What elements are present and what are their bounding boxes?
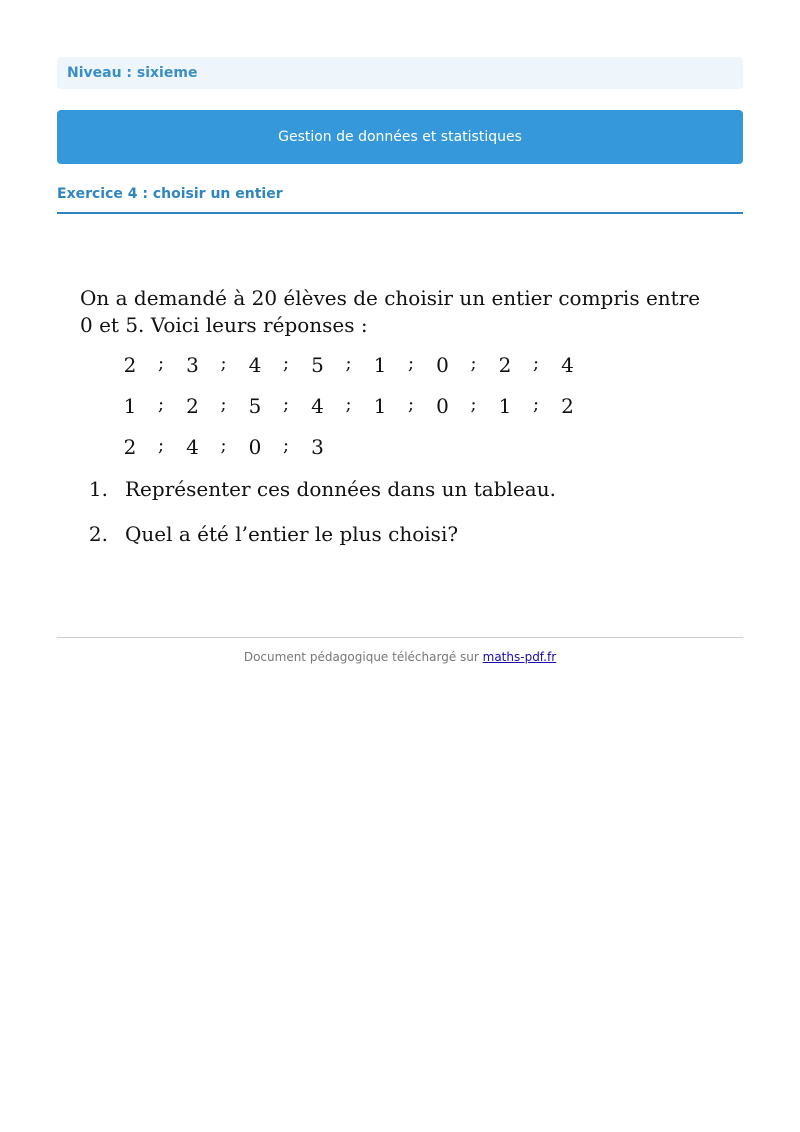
answer-value: 5 [248, 394, 262, 418]
answer-value: 1 [498, 394, 512, 418]
answer-separator: ; [470, 394, 477, 415]
answer-separator: ; [157, 435, 165, 456]
answer-separator: ; [345, 394, 352, 415]
questions-list [80, 477, 720, 567]
question-2 [80, 522, 720, 567]
answer-separator: ; [220, 435, 227, 456]
answer-separator: ; [220, 394, 227, 415]
answer-separator: ; [157, 353, 165, 374]
answer-separator: ; [157, 394, 165, 415]
level-label: Niveau : sixieme [67, 65, 198, 81]
answer-value: 2 [123, 353, 137, 377]
question-number: 1. [88, 477, 108, 501]
answer-separator: ; [407, 394, 415, 415]
answer-separator: ; [407, 353, 415, 374]
answer-value: 2 [123, 435, 137, 459]
answer-separator: ; [282, 394, 290, 415]
answer-value: 0 [436, 353, 449, 377]
exercise-body [80, 285, 720, 546]
answer-separator: ; [345, 353, 352, 374]
intro-line-2: 0 et 5. Voici leurs réponses : [80, 313, 368, 337]
footer-text: Document pédagogique téléchargé sur [243, 650, 483, 664]
footer-link[interactable]: maths-pdf.fr [482, 650, 557, 664]
answer-value: 2 [498, 353, 512, 377]
answer-value: 0 [436, 394, 449, 418]
answer-value: 1 [373, 394, 387, 418]
exercise-divider [57, 212, 743, 214]
answer-value: 4 [186, 435, 199, 459]
answer-value: 4 [561, 353, 574, 377]
answer-value: 2 [186, 394, 199, 418]
question-number: 2. [88, 522, 108, 546]
answer-value: 5 [311, 353, 324, 377]
answer-value: 4 [311, 394, 324, 418]
answer-separator: ; [532, 394, 540, 415]
answer-value: 3 [311, 435, 324, 459]
answer-separator: ; [532, 353, 540, 374]
answer-value: 1 [373, 353, 387, 377]
footer [57, 650, 743, 664]
footer-divider [57, 637, 743, 638]
level-box [57, 57, 743, 89]
intro-line-1: On a demandé à 20 élèves de choisir un entier compris entre [80, 286, 701, 310]
answer-value: 3 [186, 353, 199, 377]
question-text: Représenter ces données dans un tableau. [125, 477, 556, 501]
answer-value: 4 [248, 353, 262, 377]
answer-separator: ; [282, 435, 290, 456]
question-text: Quel a été l’entier le plus choisi? [125, 522, 459, 546]
topic-banner [57, 110, 743, 164]
answer-value: 1 [123, 394, 137, 418]
answer-separator: ; [220, 353, 227, 374]
question-1 [80, 477, 720, 522]
answer-value: 2 [561, 394, 574, 418]
answer-separator: ; [470, 353, 477, 374]
answer-separator: ; [282, 353, 290, 374]
exercise-title: Exercice 4 : choisir un entier [57, 186, 283, 202]
topic-title: Gestion de données et statistiques [278, 129, 522, 145]
answer-value: 0 [248, 435, 262, 459]
